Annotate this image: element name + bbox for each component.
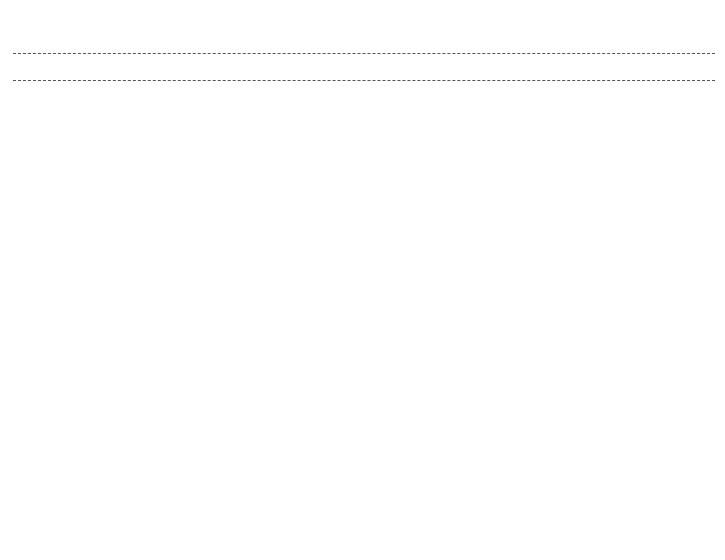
header-rule-bottom bbox=[13, 80, 715, 81]
column-header-row bbox=[13, 58, 713, 78]
page-header bbox=[13, 42, 25, 50]
header-rule-top bbox=[13, 53, 715, 54]
